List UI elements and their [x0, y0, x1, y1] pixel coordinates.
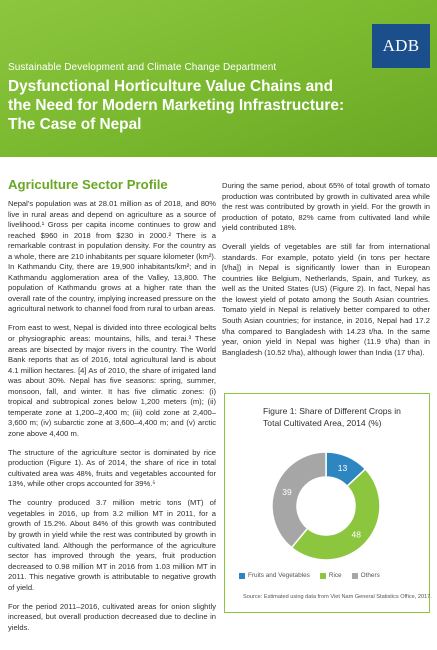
legend-item	[239, 572, 310, 579]
figure-title-line-2: Total Cultivated Area, 2014 (%)	[263, 417, 382, 428]
donut-chart	[225, 394, 428, 572]
figure-source: Source: Estimated using data from Viet Nam General Statistics Office, 2017.	[243, 594, 432, 600]
legend-label: Rice	[328, 572, 342, 579]
paragraph: Nepal’s population was at 28.01 million as of 2018, and 80% live in rural areas and depend on agriculture as a source of livelihood.¹ Gross per capita income continues to grow and reached $960 in 2018 from $230 in 2000.² There is a remarkable contrast in population density. For the country as a whole, there are 210 inhabitants per square kilometer (km²). In Kathmandu City, there are 19,900 inhabitants/km²; and in Kathmandu agglomeration area of the Valley, 13,800. The population of Kathmandu grows at a higher rate than the overall rate of the country, implying increased pressure on the agricultural network to channel food from rural to urban areas.	[8, 199, 216, 314]
paragraph: The country produced 3.7 million metric tons (MT) of vegetables in 2016, up from 3.2 million MT in 2011, for a growth of 15.2%. About 84% of this growth was contributed by growth in yield while the rest was contributed by growth in cultivated land. Although the performance of the agriculture sector has improved through the years, fruit production decreased to 0.98 million MT in 2016 from 1.03 million MT in 2011. This negative growth is attributable to negative growth of yield.	[8, 498, 216, 592]
legend-swatch	[352, 573, 358, 579]
page-title	[8, 77, 368, 134]
data-label: 48	[351, 529, 361, 540]
figure-1	[224, 393, 430, 613]
paragraph: From east to west, Nepal is divided into three ecological belts or physiographic areas: mountains, hills, and terai.³ These areas are bisected by major rivers in the country. The World Bank reports that as of 2016, total agricultural land is about 4.1 million hectares. [4] As of 2010, the share of irrigated land was about 30%. Nepal has five seasons: spring, summer, monsoon, fall, and winter. It has five climatic zones: (i) tropical and subtropical zones below 1,200 meters (m); (ii) temperate zone at 1,200–2,400 m; (iii) cold zone at 2,400–3,600 m; (iv) subarctic zone at 3,600–4,400 m; and (v) arctic zone above 4,400 m.	[8, 323, 216, 438]
chart-legend	[239, 572, 429, 579]
title-line-1: Dysfunctional Horticulture Value Chains and	[8, 78, 333, 95]
legend-swatch	[239, 573, 245, 579]
legend-item	[320, 572, 342, 579]
left-column	[8, 181, 216, 642]
right-column	[222, 181, 430, 367]
legend-item	[352, 572, 380, 579]
data-label: 39	[282, 486, 292, 497]
paragraph: For the period 2011–2016, cultivated areas for onion slightly increased, but overall production decreased due to decline in yields.	[8, 601, 216, 632]
title-line-3: The Case of Nepal	[8, 116, 142, 133]
legend-label: Fruits and Vegetables	[248, 572, 310, 579]
department-label: Sustainable Development and Climate Change Department	[8, 62, 277, 73]
header-banner	[0, 0, 437, 157]
title-line-2: the Need for Modern Marketing Infrastructure:	[8, 97, 345, 114]
legend-label: Others	[360, 572, 380, 579]
figure-title-line-1: Figure 1: Share of Different Crops in	[263, 406, 401, 416]
section-heading: Agriculture Sector Profile	[8, 177, 168, 192]
paragraph: During the same period, about 65% of total growth of tomato production was contributed by growth in cultivated area while the rest was contributed by growth in yield. For the growth in production of potato, 82% came from cultivated land while yield contributed 18%.	[222, 181, 430, 233]
adb-logo: ADB	[372, 24, 430, 68]
paragraph: Overall yields of vegetables are still far from international standards. For example, potato yield (in tons per hectare [t/ha]) in Nepal is significantly lower than in European countries like Belgium, Netherlands, Spain, and Turkey, as well as the United States (US) (Figure 2). In fact, Nepal has the lowest yield of potato among the South Asian countries. Tomato yield in Nepal is relatively better compared to other South Asian countries; for instance, in 2016, Nepal had 17.2 t/ha compared to Bangladesh with 14.23 t/ha. In the same year, onion yield in Nepal was higher (11.9 t/ha) than in Bangladesh (10.52 t/ha), although lower than India (17 t/ha).	[222, 242, 430, 357]
paragraph: The structure of the agriculture sector is dominated by rice production (Figure 1). As of 2014, the share of rice in total cultivated area was 48%, fruits and vegetables accounted for 13%, while other crops accounted for 39%.⁵	[8, 447, 216, 489]
data-label: 13	[337, 462, 348, 473]
legend-swatch	[320, 573, 326, 579]
